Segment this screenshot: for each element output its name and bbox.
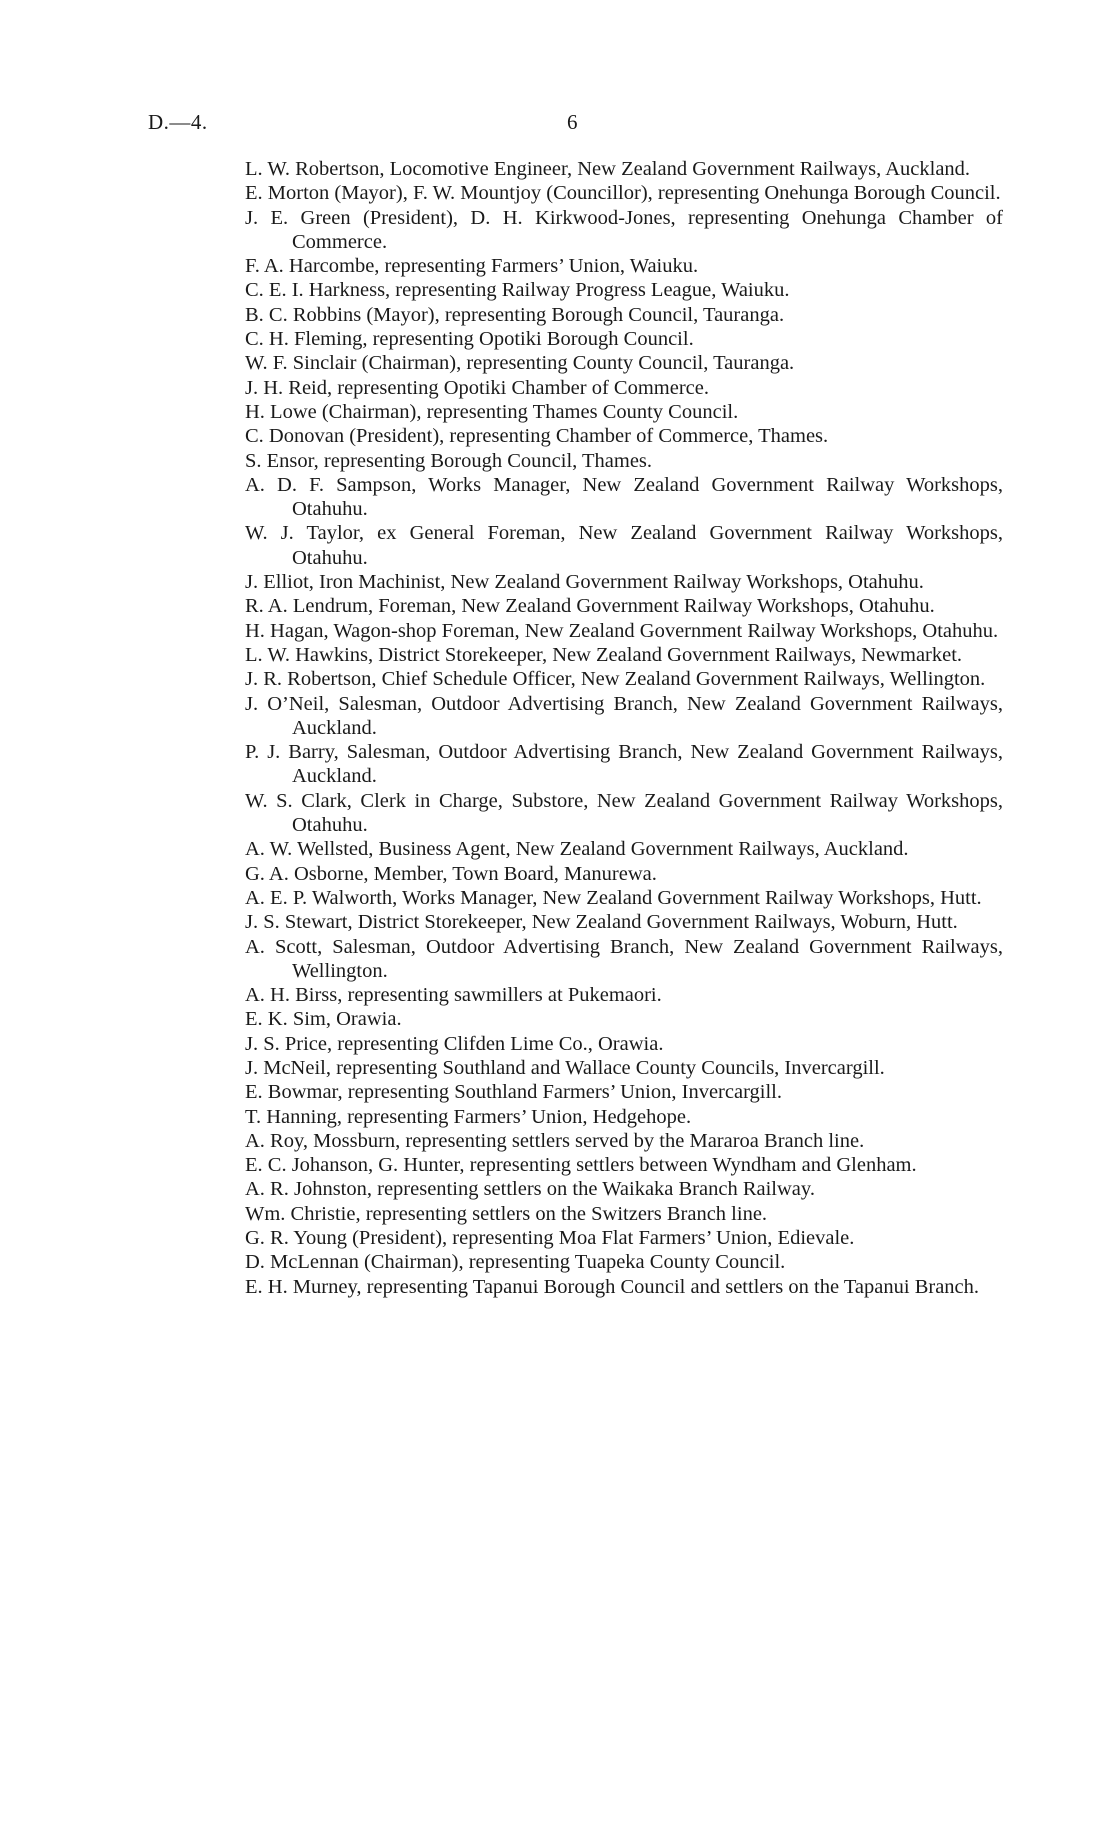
list-item: L. W. Robertson, Locomotive Engineer, New Zealand Government Railways, Auckland. (245, 158, 971, 180)
list-item: D. McLennan (Chairman), representing Tuapeka County Council. (245, 1251, 786, 1274)
list-item: A. Scott, Salesman, Outdoor Advertising Branch, New Zealand Government Railways, Wellington. (245, 935, 1003, 982)
list-item: H. Hagan, Wagon-shop Foreman, New Zealand Government Railway Workshops, Otahuhu. (245, 619, 999, 642)
list-item: F. A. Harcombe, representing Farmers’ Union, Waiuku. (245, 255, 699, 278)
list-item: S. Ensor, representing Borough Council, Thames. (245, 449, 653, 472)
document-reference: D.—4. (148, 110, 208, 134)
list-item: J. S. Stewart, District Storekeeper, New Zealand Government Railways, Woburn, Hutt. (245, 911, 958, 934)
list-item: J. Elliot, Iron Machinist, New Zealand Government Railway Workshops, Otahuhu. (245, 571, 924, 594)
list-item: E. Morton (Mayor), F. W. Mountjoy (Councillor), representing Onehunga Borough Council. (245, 182, 1001, 205)
list-item: C. E. I. Harkness, representing Railway Progress League, Waiuku. (245, 279, 790, 302)
list-item: J. E. Green (President), D. H. Kirkwood-Jones, representing Onehunga Chamber of Commerce. (245, 206, 1003, 253)
list-item: A. R. Johnston, representing settlers on the Waikaka Branch Railway. (245, 1178, 815, 1201)
list-item: R. A. Lendrum, Foreman, New Zealand Government Railway Workshops, Otahuhu. (245, 595, 935, 618)
list-item: H. Lowe (Chairman), representing Thames County Council. (245, 400, 739, 423)
page-number: 6 (567, 110, 578, 134)
list-item: E. Bowmar, representing Southland Farmers’ Union, Invercargill. (245, 1081, 782, 1104)
list-item: W. F. Sinclair (Chairman), representing County Council, Tauranga. (245, 352, 795, 375)
list-item: E. H. Murney, representing Tapanui Borough Council and settlers on the Tapanui Branch. (245, 1275, 980, 1298)
list-item: L. W. Hawkins, District Storekeeper, New Zealand Government Railways, Newmarket. (245, 643, 963, 666)
list-item: E. C. Johanson, G. Hunter, representing settlers between Wyndham and Glenham. (245, 1154, 917, 1177)
list-item: J. McNeil, representing Southland and Wallace County Councils, Invercargill. (245, 1056, 885, 1079)
list-item: J. R. Robertson, Chief Schedule Officer, New Zealand Government Railways, Wellington. (245, 668, 986, 691)
attendee-list (245, 157, 1003, 1299)
list-item: J. O’Neil, Salesman, Outdoor Advertising Branch, New Zealand Government Railways, Auckland. (245, 692, 1003, 739)
list-item: A. Roy, Mossburn, representing settlers served by the Mararoa Branch line. (245, 1129, 865, 1152)
list-item: P. J. Barry, Salesman, Outdoor Advertising Branch, New Zealand Government Railways, Auckland. (245, 741, 1003, 788)
list-item: Wm. Christie, representing settlers on the Switzers Branch line. (245, 1202, 768, 1225)
list-item: C. Donovan (President), representing Chamber of Commerce, Thames. (245, 425, 829, 448)
list-item: J. S. Price, representing Clifden Lime Co., Orawia. (245, 1032, 664, 1055)
list-item: A. H. Birss, representing sawmillers at Pukemaori. (245, 984, 662, 1007)
list-item: W. S. Clark, Clerk in Charge, Substore, New Zealand Government Railway Workshops, Otahuhu. (245, 789, 1003, 837)
list-item: T. Hanning, representing Farmers’ Union, Hedgehope. (245, 1105, 692, 1128)
list-item: G. A. Osborne, Member, Town Board, Manurewa. (245, 862, 657, 885)
list-item: E. K. Sim, Orawia. (245, 1008, 402, 1031)
list-item: A. W. Wellsted, Business Agent, New Zealand Government Railways, Auckland. (245, 838, 909, 861)
list-item: G. R. Young (President), representing Moa Flat Farmers’ Union, Edievale. (245, 1227, 855, 1250)
list-item: W. J. Taylor, ex General Foreman, New Zealand Government Railway Workshops, Otahuhu. (245, 522, 1003, 569)
list-item: C. H. Fleming, representing Opotiki Borough Council. (245, 328, 694, 351)
list-item: A. D. F. Sampson, Works Manager, New Zealand Government Railway Workshops, Otahuhu. (245, 473, 1003, 521)
list-item: J. H. Reid, representing Opotiki Chamber of Commerce. (245, 376, 709, 399)
list-item: A. E. P. Walworth, Works Manager, New Zealand Government Railway Workshops, Hutt. (245, 886, 982, 909)
list-item: B. C. Robbins (Mayor), representing Borough Council, Tauranga. (245, 303, 785, 326)
